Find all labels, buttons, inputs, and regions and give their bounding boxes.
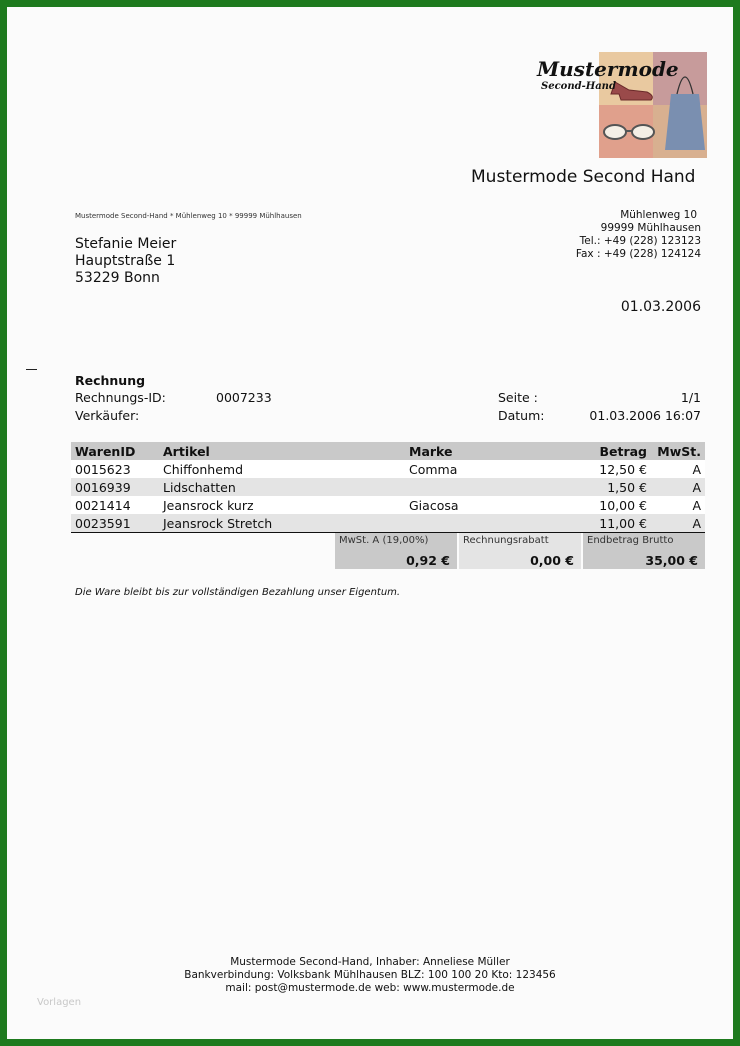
recipient-name: Stefanie Meier (75, 236, 177, 252)
invoice-id-label: Rechnungs-ID: (75, 390, 166, 405)
cell-warenid: 0021414 (71, 496, 159, 514)
datum-label: Datum: (498, 408, 545, 423)
page-value: 1/1 (680, 390, 701, 405)
table-header-row (71, 442, 705, 460)
contact-city: 99999 Mühlhausen (600, 222, 701, 234)
summary-total-value: 35,00 € (645, 553, 698, 568)
contact-fax: Fax : +49 (228) 124124 (575, 248, 701, 260)
summary-discount (459, 533, 581, 569)
cell-warenid: 0023591 (71, 514, 159, 532)
cell-artikel: Jeansrock kurz (159, 496, 405, 514)
col-header-marke: Marke (405, 442, 555, 460)
summary-discount-label: Rechnungsrabatt (463, 535, 549, 546)
cell-artikel: Jeansrock Stretch (159, 514, 405, 532)
company-name: Mustermode Second Hand (471, 167, 696, 187)
summary-vat-label: MwSt. A (19,00%) (339, 535, 429, 546)
table-row (71, 514, 705, 532)
logo-sub: Second-Hand (541, 81, 616, 92)
items-table (71, 442, 705, 532)
summary-discount-value: 0,00 € (530, 553, 574, 568)
footer-bank: Bankverbindung: Volksbank Mühlhausen BLZ: 100 100 20 Kto: 123456 (184, 969, 556, 981)
cell-artikel: Chiffonhemd (159, 460, 405, 478)
cell-marke: Comma (405, 460, 555, 478)
sender-line: Mustermode Second-Hand * Mühlenweg 10 * 99999 Mühlhausen (75, 212, 302, 220)
contact-tel: Tel.: +49 (228) 123123 (579, 235, 701, 247)
cell-betrag: 10,00 € (555, 496, 651, 514)
col-header-artikel: Artikel (159, 442, 405, 460)
logo-brand: Mustermode (537, 57, 679, 81)
table-row (71, 478, 705, 496)
watermark: Vorlagen (37, 997, 82, 1008)
cell-mwst: A (651, 478, 705, 496)
footer-owner: Mustermode Second-Hand, Inhaber: Anneliese Müller (230, 956, 510, 968)
recipient-street: Hauptstraße 1 (75, 253, 176, 269)
cell-marke (405, 478, 555, 496)
datum-value: 01.03.2006 16:07 (589, 408, 701, 423)
cell-betrag: 11,00 € (555, 514, 651, 532)
summary-total (583, 533, 705, 569)
footer-contact: mail: post@mustermode.de web: www.mustermode.de (225, 982, 515, 994)
fold-mark (26, 369, 37, 370)
cell-warenid: 0016939 (71, 478, 159, 496)
cell-betrag: 12,50 € (555, 460, 651, 478)
cell-marke: Giacosa (405, 496, 555, 514)
contact-street: Mühlenweg 10 (620, 209, 697, 221)
table-row (71, 496, 705, 514)
invoice-id-value: 0007233 (216, 390, 272, 405)
seller-label: Verkäufer: (75, 408, 140, 423)
table-row (71, 460, 705, 478)
cell-mwst: A (651, 514, 705, 532)
ownership-note: Die Ware bleibt bis zur vollständigen Bezahlung unser Eigentum. (75, 587, 401, 598)
company-logo (529, 52, 707, 158)
cell-mwst: A (651, 496, 705, 514)
invoice-date: 01.03.2006 (620, 299, 701, 315)
invoice-page (7, 7, 733, 1039)
cell-betrag: 1,50 € (555, 478, 651, 496)
page-label: Seite : (498, 390, 538, 405)
cell-artikel: Lidschatten (159, 478, 405, 496)
col-header-warenid: WarenID (71, 442, 159, 460)
cell-marke (405, 514, 555, 532)
invoice-title: Rechnung (75, 373, 146, 388)
summary-vat (335, 533, 457, 569)
col-header-mwst: MwSt. (651, 442, 705, 460)
col-header-betrag: Betrag (555, 442, 651, 460)
cell-mwst: A (651, 460, 705, 478)
summary-total-label: Endbetrag Brutto (587, 535, 674, 546)
recipient-city: 53229 Bonn (75, 270, 160, 286)
summary-vat-value: 0,92 € (406, 553, 450, 568)
handbag-icon (665, 94, 705, 150)
cell-warenid: 0015623 (71, 460, 159, 478)
